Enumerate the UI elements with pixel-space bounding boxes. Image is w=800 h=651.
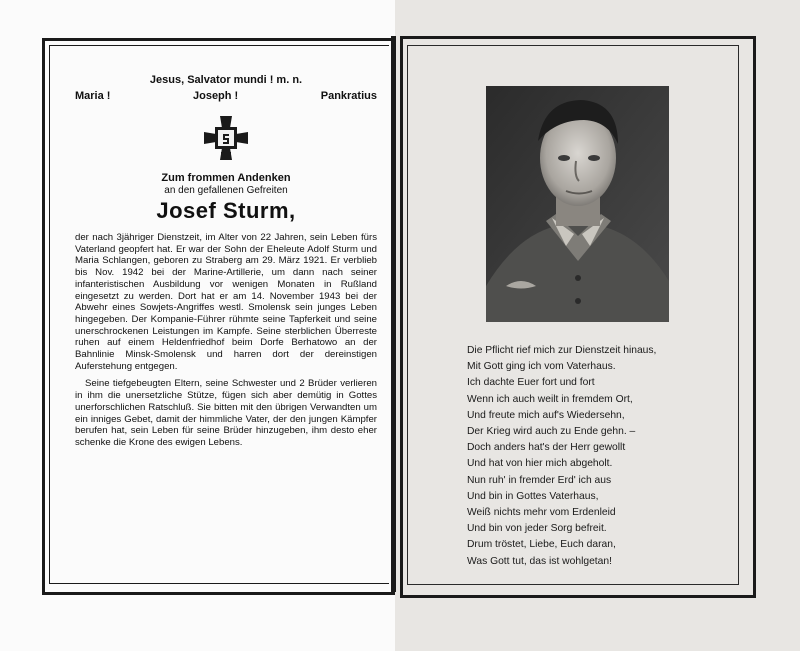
center-fold-border: [391, 36, 396, 592]
poem-line: Und freute mich auf's Wiedersehn,: [467, 409, 625, 421]
memorial-poem: [467, 343, 737, 570]
biography-paragraph: Seine tiefgebeugten Eltern, seine Schwester und 2 Brüder verlieren in ihm die unersetzliche Stütze, fügen sich aber demütig in Gottes unerforschlichen Ratschluß. Sie bitten mit den übrigen Verwandten um ein inniges Gebet, damit der himmliche Vater, der den jungen Kämpfer berufen hat, sein Leben für seine Brüder hinzugeben, ihm desto eher schenke die Krone des ewigen Lebens.: [75, 378, 377, 448]
invocation-maria: Maria !: [75, 90, 111, 102]
poem-line: Der Krieg wird auch zu Ende gehn. –: [467, 426, 636, 438]
poem-line: Und bin in Gottes Vaterhaus,: [467, 490, 599, 502]
poem-line: Die Pflicht rief mich zur Dienstzeit hinaus,: [467, 345, 657, 356]
poem-line: Weiß nichts mehr vom Erdenleid: [467, 507, 616, 519]
biography-text: [75, 232, 377, 449]
invocation-pankratius: Pankratius: [320, 90, 377, 102]
poem-line: Und bin von jeder Sorg befreit.: [467, 523, 607, 535]
iron-cross-icon: [75, 114, 377, 162]
dedication-line: Zum frommen Andenken: [161, 172, 291, 184]
poem-line: Doch anders hat's der Herr gewollt: [467, 442, 626, 454]
soldier-portrait: [486, 86, 669, 322]
poem-line: Nun ruh' in fremder Erd' ich aus: [467, 474, 612, 486]
rank-line: an den gefallenen Gefreiten: [164, 185, 288, 196]
deceased-name: Josef Sturm,: [156, 198, 296, 223]
poem-line: Wenn ich auch weilt in fremdem Ort,: [467, 393, 633, 405]
invocation-line: Jesus, Salvator mundi ! m. n.: [149, 74, 303, 86]
invocation-joseph: Joseph !: [192, 90, 239, 102]
poem-line: Drum tröstet, Liebe, Euch daran,: [467, 539, 616, 551]
poem-line: Was Gott tut, das ist wohlgetan!: [467, 555, 612, 567]
poem-line: Ich dachte Euer fort und fort: [467, 377, 595, 389]
poem-line: Und hat von hier mich abgeholt.: [467, 458, 613, 470]
poem-line: Mit Gott ging ich vom Vaterhaus.: [467, 361, 616, 373]
saints-invocations: [75, 90, 377, 102]
memorial-text-block: [75, 74, 377, 449]
biography-paragraph: der nach 3jähriger Dienstzeit, im Alter von 22 Jahren, sein Leben fürs Vaterland geopfert hat. Er war der Sohn der Eheleute Adolf Sturm und Maria Schlangen, geboren zu Straberg am 29. März 1921. Er verblieb bis Nov. 1942 bei der Marine-Artillerie, um dann nach seiner infanteristischen Ausbildung vor wenigen Monaten in Rußland eingesetzt zu werden. Dort hat er am 14. November 1943 bei der Abwehr eines Sowjets-Angriffes westl. Smolensk sein junges Leben hingegeben. Der Kompanie-Führer rühmte seine Tapferkeit und seine unerschrockenen Leistungen im Kampfe. Seine sterblichen Überreste ruhen auf einem Heldenfriedhof beim Dorfe Berhatowo an der Bahnlinie Minsk-Smolensk und harren dort der dereinstigen Auferstehung entgegen.: [75, 232, 377, 372]
